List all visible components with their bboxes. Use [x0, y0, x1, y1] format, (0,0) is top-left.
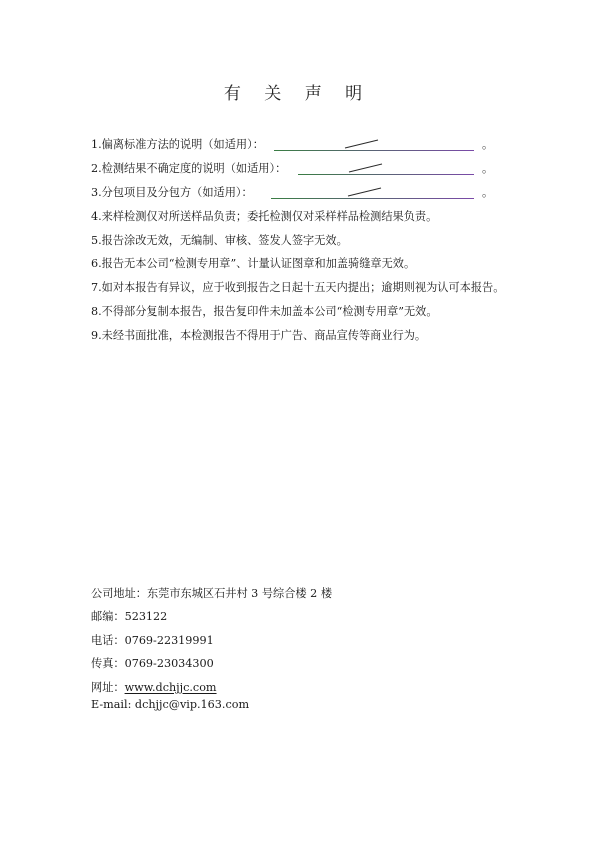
- fax-line: [91, 655, 551, 678]
- company-address: 公司地址：东莞市东城区石井村 3 号综合楼 2 楼: [91, 587, 333, 600]
- contact-info: [91, 585, 551, 719]
- phone-value: 0769-22319991: [124, 633, 214, 647]
- website-label: 网址：: [91, 680, 125, 694]
- clause-end-mark: 。: [482, 185, 494, 199]
- not-applicable-slash-icon: [344, 139, 379, 149]
- clause-end-mark: 。: [482, 161, 494, 175]
- postcode-label: 邮编：: [91, 610, 125, 624]
- clause-9: [91, 326, 561, 350]
- clause-text: 6.报告无本公司“检测专用章”、计量认证图章和加盖骑缝章无效。: [91, 257, 416, 271]
- underline: [274, 150, 474, 151]
- postcode-value: 523122: [124, 610, 168, 624]
- statement-list: [91, 135, 561, 350]
- clause-text: 4.来样检测仅对所送样品负责；委托检测仅对采样样品检测结果负责。: [91, 209, 438, 223]
- clause-text: 2.检测结果不确定度的说明（如适用）：: [91, 161, 287, 175]
- email-value[interactable]: dchjjc@vip.163.com: [134, 697, 250, 711]
- clause-3: [91, 183, 561, 207]
- not-applicable-slash-icon: [347, 187, 382, 197]
- clause-text: 9.未经书面批准，本检测报告不得用于广告、商品宣传等商业行为。: [91, 329, 427, 343]
- clause-7: [91, 278, 561, 302]
- fill-in-blank: [271, 183, 474, 203]
- fax-label: 传真：: [91, 657, 125, 671]
- website-line: [91, 679, 551, 696]
- clause-6: [91, 254, 561, 278]
- clause-text: 8.不得部分复制本报告，报告复印件未加盖本公司“检测专用章”无效。: [91, 305, 438, 319]
- clause-text: 3.分包项目及分包方（如适用）：: [91, 185, 253, 199]
- clause-text: 5.报告涂改无效，无编制、审核、签发人签字无效。: [91, 233, 348, 247]
- phone-label: 电话：: [91, 633, 125, 647]
- clause-end-mark: 。: [482, 138, 494, 151]
- clause-5: [91, 231, 561, 255]
- postcode-line: [91, 608, 551, 631]
- phone-line: [91, 632, 551, 655]
- not-applicable-slash-icon: [348, 163, 383, 173]
- email-line: [91, 696, 551, 719]
- clause-text: 1.偏离标准方法的说明（如适用）：: [91, 138, 264, 151]
- clause-text: 7.如对本报告有异议，应于收到报告之日起十五天内提出；逾期则视为认可本报告。: [91, 281, 505, 295]
- clause-8: [91, 302, 561, 326]
- email-label: E-mail:: [91, 697, 135, 711]
- website-link[interactable]: www.dchjjc.com: [124, 680, 217, 694]
- underline: [271, 198, 474, 199]
- fill-in-blank: [298, 159, 474, 179]
- page-title: 有 关 声 明: [223, 84, 372, 104]
- fax-value: 0769-23034300: [124, 657, 214, 671]
- underline: [298, 174, 474, 175]
- clause-2: [91, 159, 561, 183]
- clause-4: [91, 207, 561, 231]
- clause-1: [91, 135, 561, 159]
- fill-in-blank: [274, 135, 474, 155]
